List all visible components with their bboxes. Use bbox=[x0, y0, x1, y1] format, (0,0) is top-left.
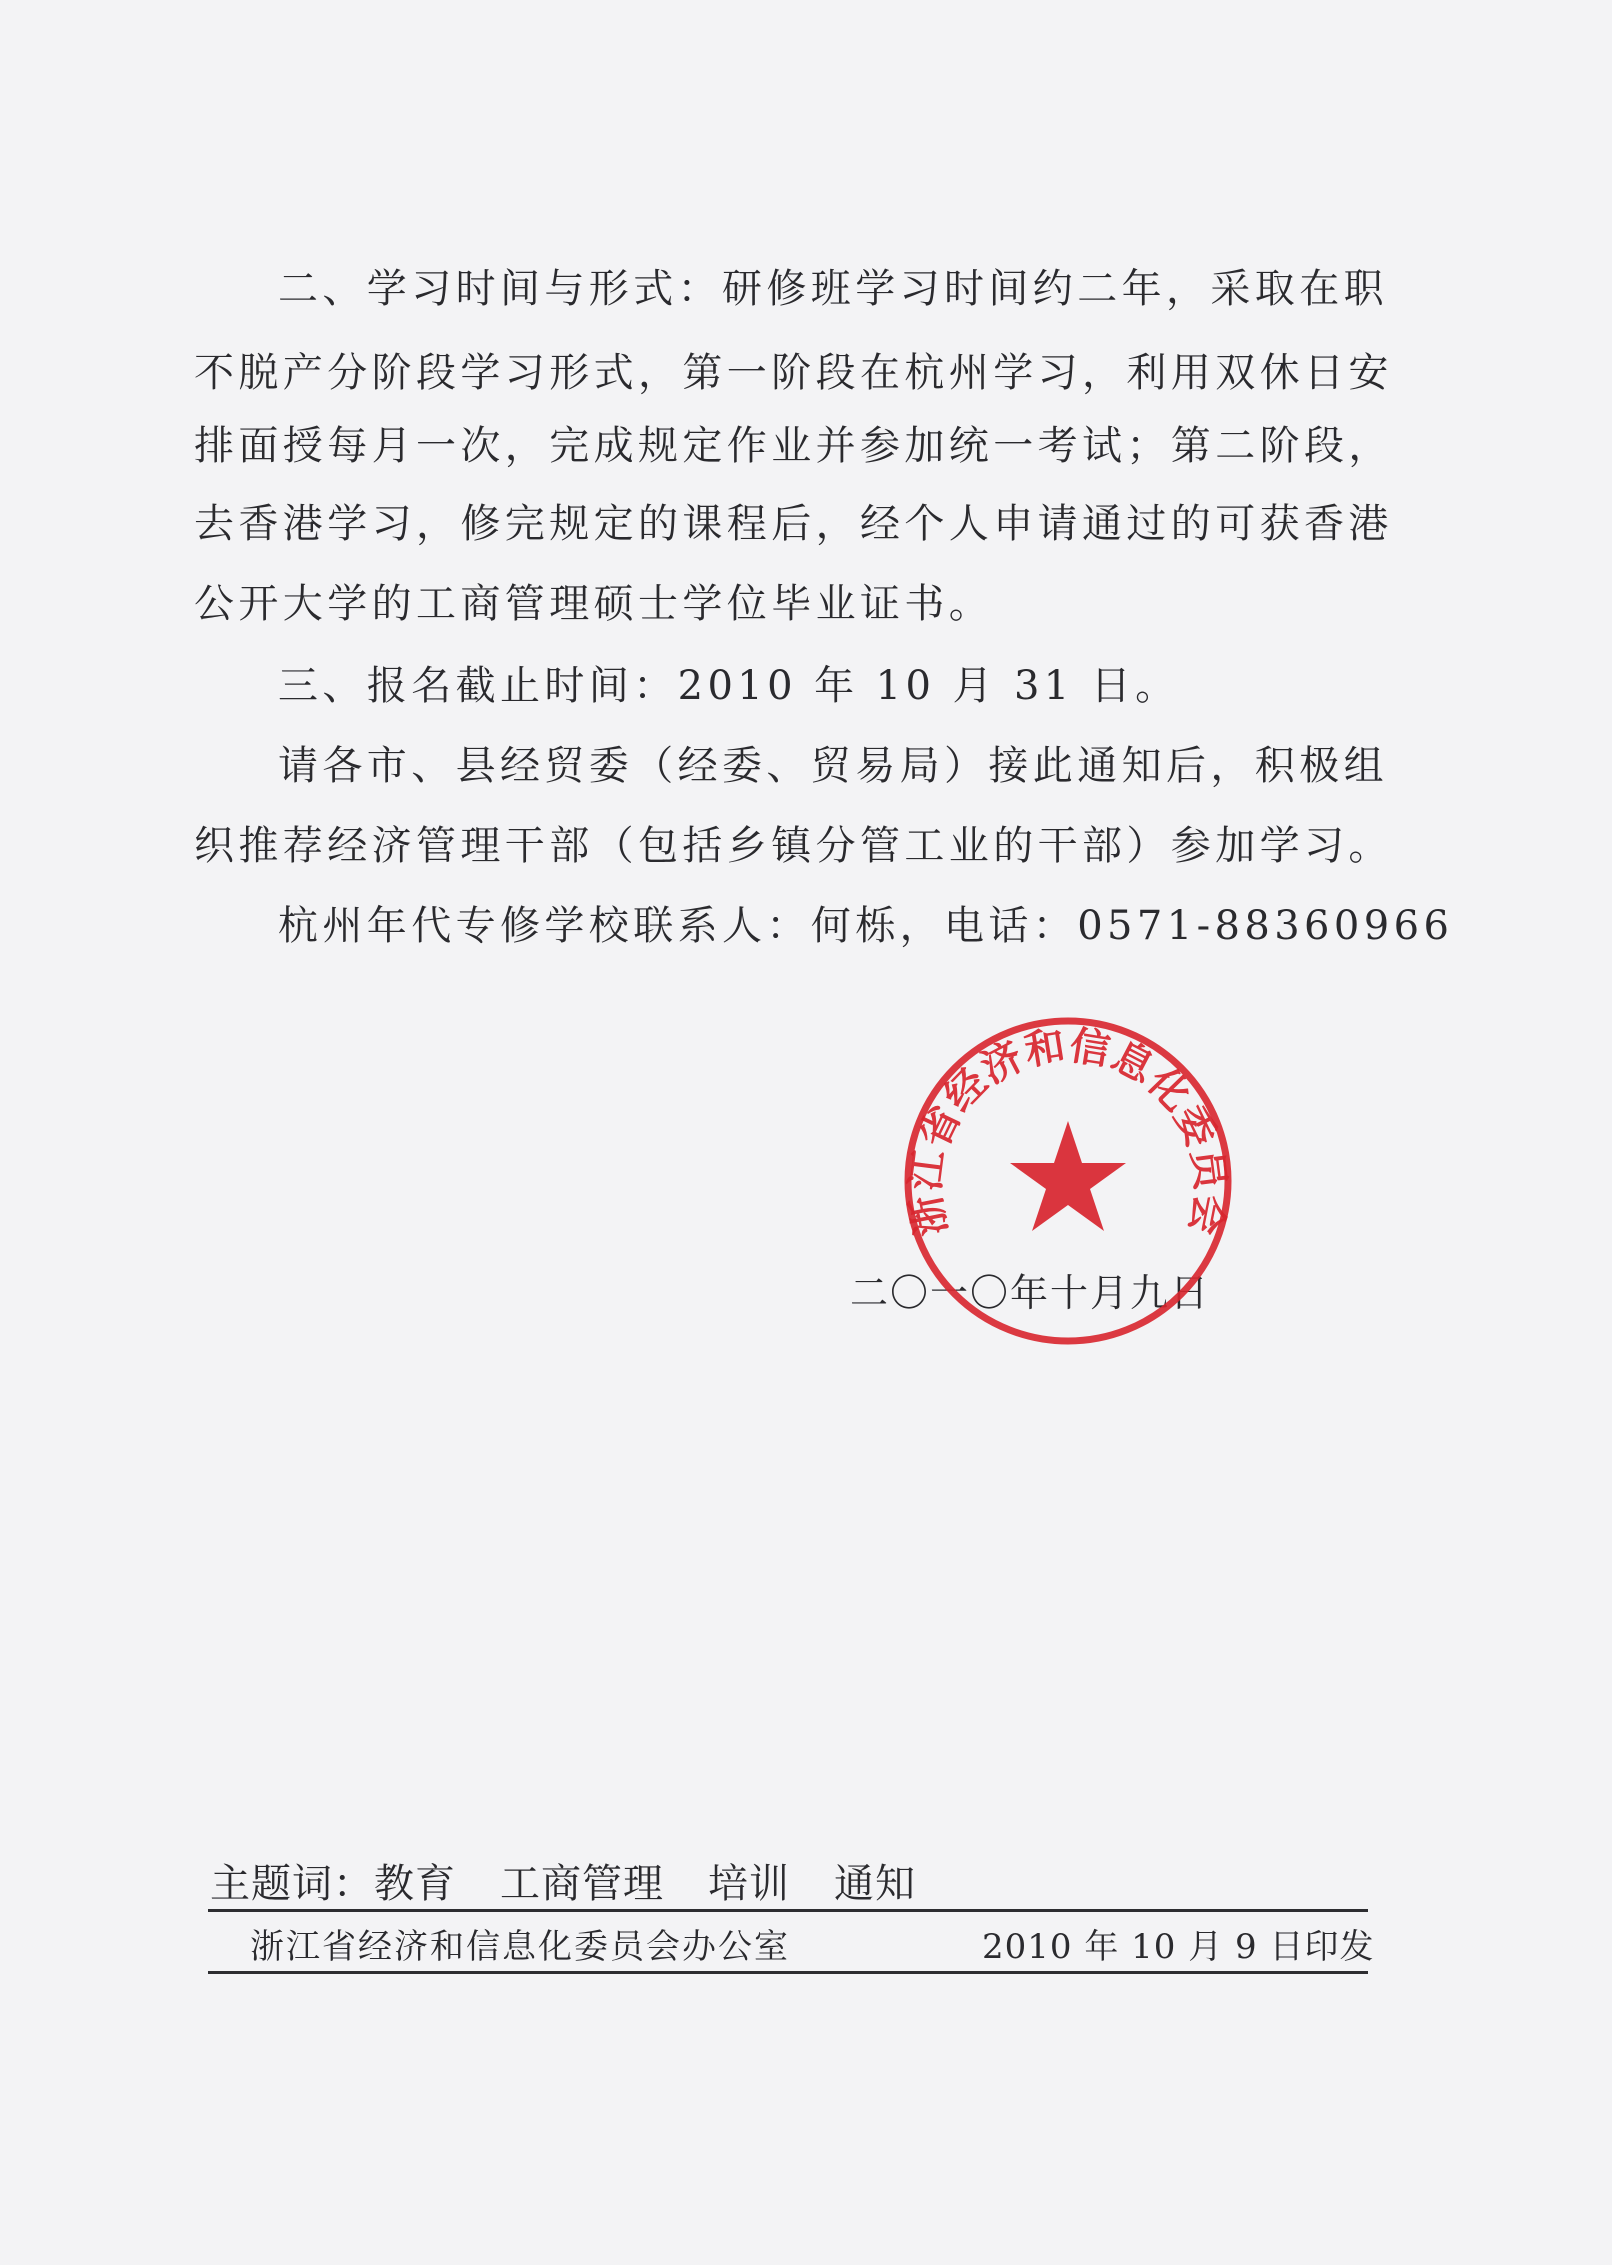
paragraph-2-line-1: 二、学习时间与形式：研修班学习时间约二年，采取在职 bbox=[278, 266, 1388, 312]
paragraph-3-deadline: 三、报名截止时间：2010 年 10 月 31 日。 bbox=[278, 663, 1180, 709]
official-seal bbox=[900, 1013, 1236, 1349]
paragraph-2-line-5: 公开大学的工商管理硕士学位毕业证书。 bbox=[194, 581, 994, 627]
signature-date: 二〇一〇年十月九日 bbox=[850, 1271, 1211, 1315]
keyword: 工商管理 bbox=[500, 1861, 664, 1907]
star-icon bbox=[1010, 1121, 1126, 1231]
paragraph-4-line-1: 请各市、县经贸委（经委、贸易局）接此通知后，积极组 bbox=[278, 743, 1388, 789]
footer-rule-bottom bbox=[208, 1971, 1368, 1974]
issue-date: 2010 年 10 月 9 日印发 bbox=[982, 1927, 1375, 1967]
paragraph-2-line-2: 不脱产分阶段学习形式，第一阶段在杭州学习，利用双休日安 bbox=[194, 350, 1393, 396]
paragraph-4-line-2: 织推荐经济管理干部（包括乡镇分管工业的干部）参加学习。 bbox=[194, 823, 1393, 869]
keyword: 通知 bbox=[834, 1861, 916, 1907]
paragraph-2-line-4: 去香港学习，修完规定的课程后，经个人申请通过的可获香港 bbox=[194, 501, 1393, 547]
seal-text: 浙江省经济和信息化委员会 bbox=[902, 1022, 1234, 1240]
contact-line: 杭州年代专修学校联系人：何栎，电话：0571-88360966 bbox=[278, 903, 1454, 949]
keyword: 教育 bbox=[374, 1861, 456, 1907]
keywords-row bbox=[210, 1852, 916, 1909]
paragraph-2-line-3: 排面授每月一次，完成规定作业并参加统一考试；第二阶段， bbox=[194, 423, 1393, 469]
keyword: 培训 bbox=[708, 1861, 790, 1907]
issuer-name: 浙江省经济和信息化委员会办公室 bbox=[250, 1927, 790, 1967]
keywords-label: 主题词： bbox=[210, 1861, 374, 1907]
footer-rule-top bbox=[208, 1909, 1368, 1912]
